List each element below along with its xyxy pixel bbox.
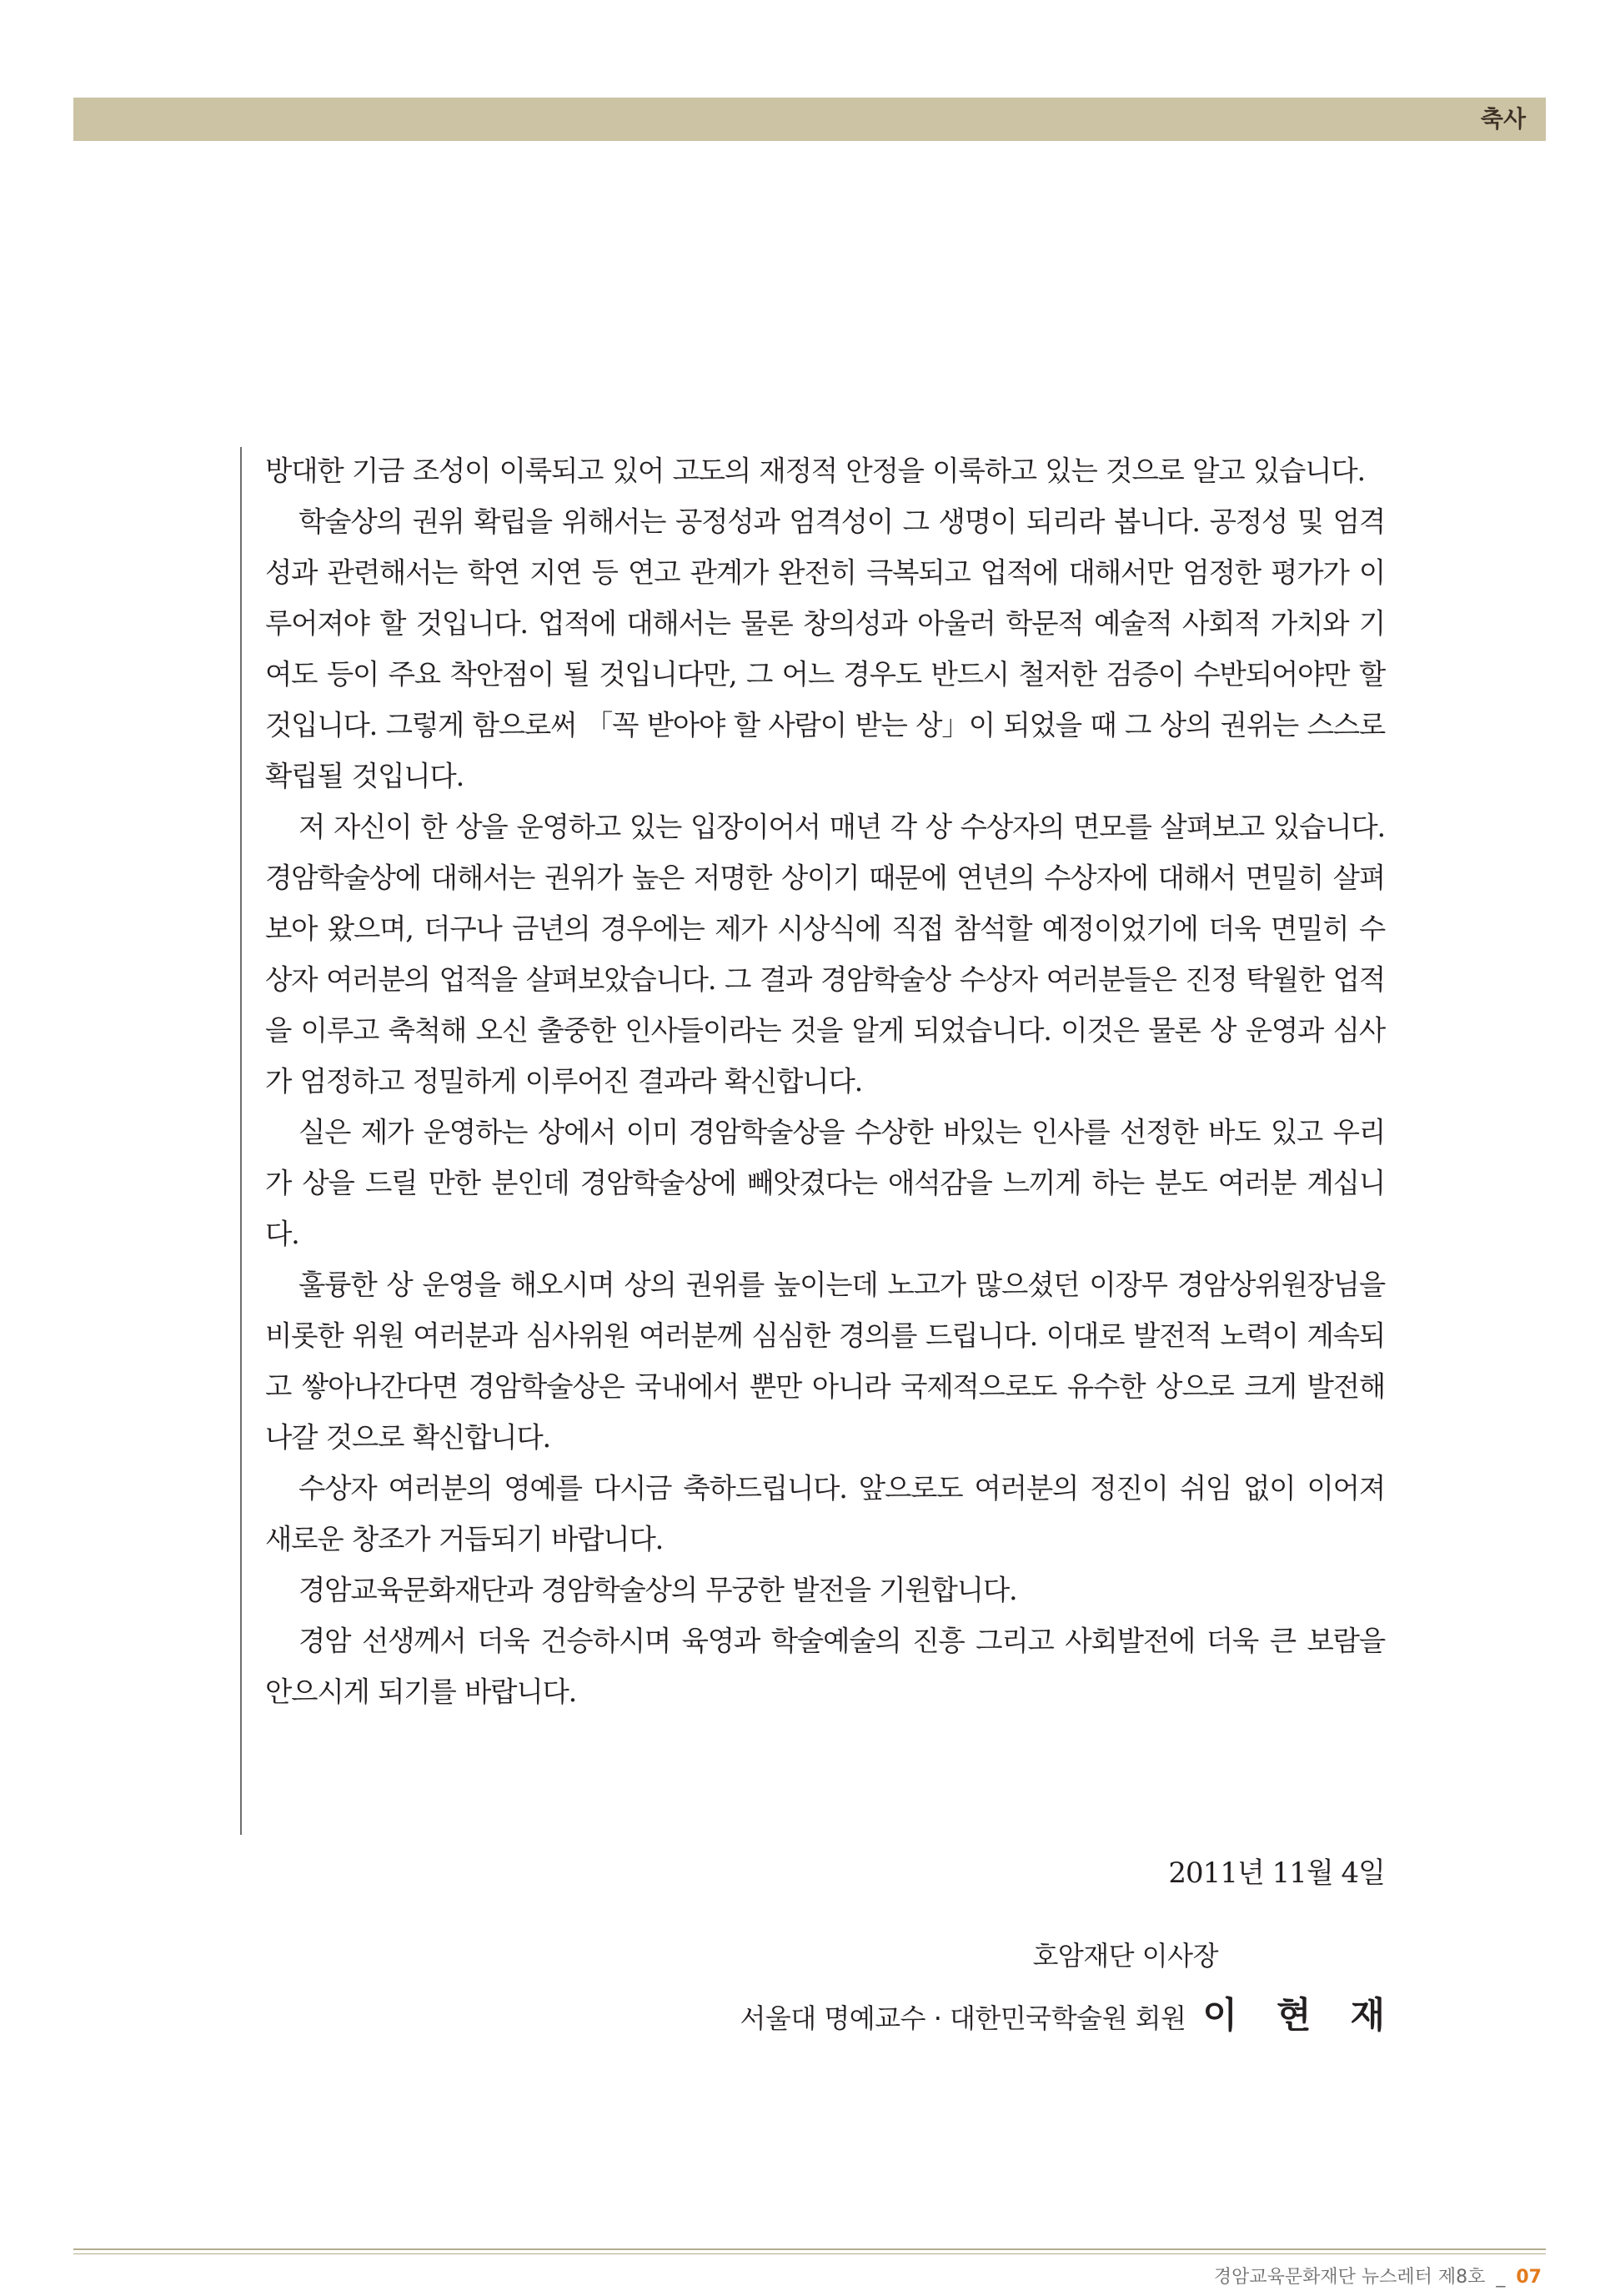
page-footer <box>1214 2265 1542 2290</box>
paragraph-6: 수상자 여러분의 영예를 다시금 축하드립니다. 앞으로도 여러분의 정진이 쉬임 없이 이어져 새로운 창조가 거듭되기 바랍니다. <box>265 1472 1385 1555</box>
paragraph-8: 경암 선생께서 더욱 건승하시며 육영과 학술예술의 진흥 그리고 사회발전에 더욱 큰 보람을 안으시게 되기를 바랍니다. <box>265 1625 1385 1708</box>
signature-name: 이 현 재 <box>1202 1995 1398 2037</box>
footer-rule-bottom <box>73 2253 1546 2254</box>
section-header-band <box>73 98 1546 141</box>
footer-separator: _ <box>1496 2267 1506 2288</box>
footer-rule-top <box>73 2248 1546 2250</box>
paragraph-3: 저 자신이 한 상을 운영하고 있는 입장이어서 매년 각 상 수상자의 면모를 살펴보고 있습니다. 경암학술상에 대해서는 권위가 높은 저명한 상이기 때문에 연년의 수상자에 대해서 면밀히 살펴보아 왔으며, 더구나 금년의 경우에는 제가 시상식에 직접 참석할 예정이었기에 더욱 면밀히 수상자 여러분의 업적을 살펴보았습니다. 그 결과 경암학술상 수상자 여러분들은 진정 탁월한 업적을 이루고 축척해 오신 출중한 인사들이라는 것을 알게 되었습니다. 이것은 물론 상 운영과 심사가 엄정하고 정밀하게 이루어진 결과라 확신합니다. <box>265 811 1385 1098</box>
section-label: 축사 <box>1480 105 1526 133</box>
paragraph-2: 학술상의 권위 확립을 위해서는 공정성과 엄격성이 그 생명이 되리라 봅니다. 공정성 및 엄격성과 관련해서는 학연 지연 등 연고 관계가 완전히 극복되고 업적에 대해서만 엄정한 평가가 이루어져야 할 것입니다. 업적에 대해서는 물론 창의성과 아울러 학문적 예술적 사회적 가치와 기여도 등이 주요 착안점이 될 것입니다만, 그 어느 경우도 반드시 철저한 검증이 수반되어야만 할 것입니다. 그렇게 함으로써 「꼭 받아야 할 사람이 받는 상」이 되었을 때 그 상의 권위는 스스로 확립될 것입니다. <box>265 505 1385 792</box>
page-number: 07 <box>1516 2267 1542 2288</box>
signature-title: 호암재단 이사장 <box>1032 1940 1218 1972</box>
signature-affiliation: 서울대 명예교수 · 대한민국학술원 회원 <box>740 2002 1186 2034</box>
signature-line <box>740 1987 1398 2038</box>
letter-body <box>265 445 1385 1717</box>
letter-date: 2011년 11월 4일 <box>1168 1856 1385 1890</box>
body-left-rule <box>240 447 242 1835</box>
footer-publication: 경암교육문화재단 뉴스레터 <box>1213 2267 1432 2288</box>
paragraph-7: 경암교육문화재단과 경암학술상의 무궁한 발전을 기원합니다. <box>298 1574 1017 1606</box>
footer-issue: 제8호 <box>1437 2267 1486 2288</box>
paragraph-4: 실은 제가 운영하는 상에서 이미 경암학술상을 수상한 바있는 인사를 선정한 바도 있고 우리가 상을 드릴 만한 분인데 경암학술상에 빼앗겼다는 애석감을 느끼게 하는 분도 여러분 계십니다. <box>265 1116 1385 1250</box>
paragraph-1: 방대한 기금 조성이 이룩되고 있어 고도의 재정적 안정을 이룩하고 있는 것으로 알고 있습니다. <box>265 455 1365 487</box>
paragraph-5: 훌륭한 상 운영을 해오시며 상의 권위를 높이는데 노고가 많으셨던 이장무 경암상위원장님을 비롯한 위원 여러분과 심사위원 여러분께 심심한 경의를 드립니다. 이대로 발전적 노력이 계속되고 쌓아나간다면 경암학술상은 국내에서 뿐만 아니라 국제적으로도 유수한 상으로 크게 발전해 나갈 것으로 확신합니다. <box>265 1269 1385 1454</box>
